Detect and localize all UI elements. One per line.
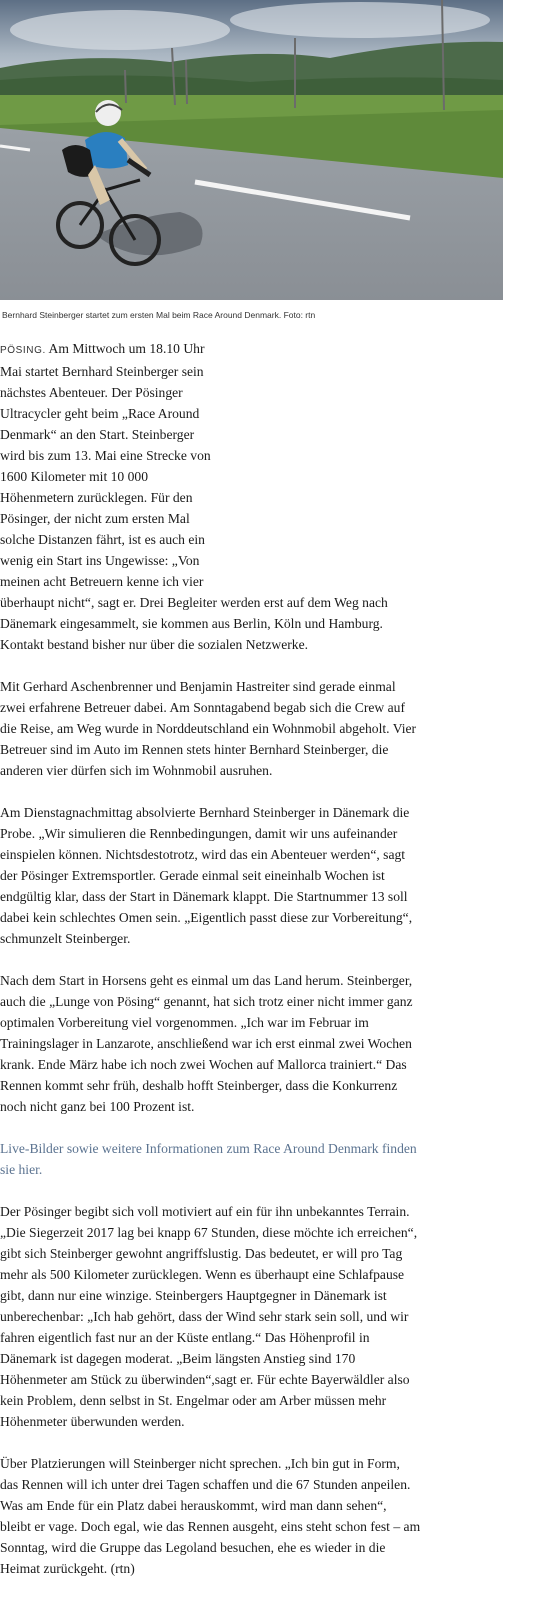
- cyclist-photo: [0, 0, 503, 300]
- paragraph: PÖSING. Am Mittwoch um 18.10 Uhr Mai startet Bernhard Steinberger sein nächstes Abenteuer. Der Pösinger Ultracycler geht beim „Race Around Denmark“ an den Start. Steinberger wird bis zum 13. Mai eine Strecke von 1600 Kilometer mit 10 000 Höhenmetern zurücklegen. Für den Pösinger, der nicht zum ersten Mal solche Distanzen fährt, ist es auch ein wenig ein Start ins Ungewisse: „Von meinen acht Betreuern kenne ich vier überhaupt nicht“, sagt er. Drei Begleiter werden erst auf dem Weg nach Dänemark eingesammelt, sie kommen aus Berlin, Köln und Hamburg. Kontakt bestand bisher nur über die sozialen Netzwerke.: [0, 341, 388, 652]
- paragraph: Am Dienstagnachmittag absolvierte Bernhard Steinberger in Dänemark die Probe. „Wir simulieren die Rennbedingungen, damit wir uns aufeinander einspielen können. Nichtsdestotrotz, wird das ein Abenteuer werden“, sagt der Pösinger Extremsportler. Gerade einmal seit eineinhalb Wochen ist endgültig klar, dass der Start in Dänemark klappt. Die Startnummer 13 soll dabei kein schlechtes Omen sein. „Eigentlich passt diese zur Vorbereitung“, schmunzelt Steinberger.: [0, 805, 413, 946]
- photo-caption: Bernhard Steinberger startet zum ersten Mal beim Race Around Denmark. Foto: rtn: [2, 310, 316, 320]
- paragraph: Mit Gerhard Aschenbrenner und Benjamin Hastreiter sind gerade einmal zwei erfahrene Betreuer dabei. Am Sonntagabend begab sich die Crew auf die Reise, am Weg wurde in Norddeutschland ein Wohnmobil abgeholt. Vier Betreuer sind im Auto im Rennen stets hinter Bernhard Steinberger, die anderen vier dürfen sich im Wohnmobil ausruhen.: [0, 679, 417, 778]
- dateline: PÖSING.: [0, 345, 46, 356]
- paragraph: Nach dem Start in Horsens geht es einmal um das Land herum. Steinberger, auch die „Lunge von Pösing“ genannt, hat sich trotz einer nicht immer ganz optimalen Vorbereitung viel vorgenommen. „Ich war im Februar im Trainingslager in Lanzarote, anschließend war ich erst einmal zwei Wochen krank. Ende März habe ich noch zwei Wochen auf Mallorca trainiert.“ Das Rennen kommt sehr früh, deshalb hofft Steinberger, dass die Konkurrenz noch nicht ganz bei 100 Prozent ist.: [0, 973, 413, 1114]
- race-info-link[interactable]: Live-Bilder sowie weitere Informationen zum Race Around Denmark finden sie hier.: [0, 1141, 417, 1177]
- paragraph: Der Pösinger begibt sich voll motiviert auf ein für ihn unbekanntes Terrain. „Die Siegerzeit 2017 lag bei knapp 67 Stunden, diese möchte ich erreichen“, gibt sich Steinberger gewohnt angriffslustig. Das bedeutet, er will pro Tag mehr als 500 Kilometer zurücklegen. Wenn es überhaupt eine Schlafpause gibt, dann nur eine winzige. Steinbergers Hauptgegner in Dänemark ist unberechenbar: „Ich hab gehört, dass der Wind sehr stark sein soll, und wir fahren eigentlich fast nur an der Küste entlang.“ Das Höhenprofil in Dänemark ist dagegen moderat. „Beim längsten Anstieg sind 170 Höhenmeter am Stück zu überwinden“,sagt er. Für echte Bayerwäldler also kein Problem, denn selbst in St. Engelmar oder am Arber müssen mehr Höhenmeter überwunden werden.: [0, 1204, 418, 1429]
- article-body: [0, 338, 500, 1600]
- paragraph: Über Platzierungen will Steinberger nicht sprechen. „Ich bin gut in Form, das Rennen will ich unter drei Tagen schaffen und die 67 Stunden anpeilen. Was am Ende für ein Platz dabei herauskommt, wird man dann sehen“, bleibt er vage. Doch egal, wie das Rennen ausgeht, eins steht schon fest – am Sonntag, wird die Gruppe das Legoland besuchen, ehe es wieder in die Heimat zurückgeht. (rtn): [0, 1456, 421, 1576]
